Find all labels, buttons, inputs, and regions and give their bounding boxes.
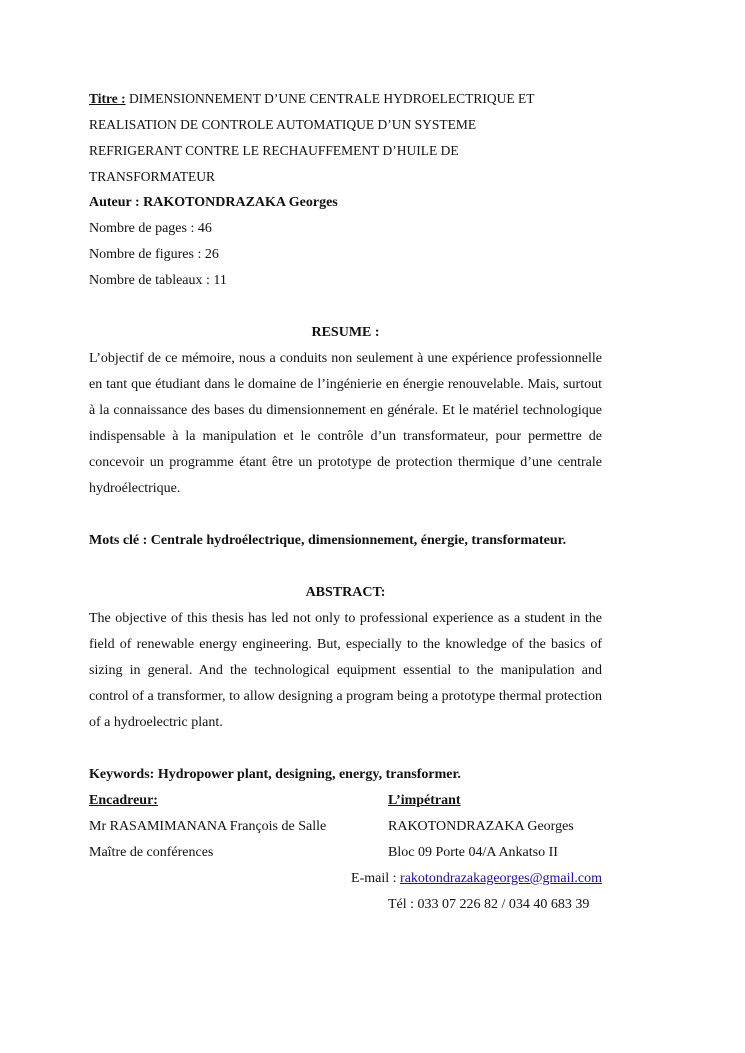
candidate-name: RAKOTONDRAZAKA Georges (388, 819, 574, 834)
author-line: Auteur : RAKOTONDRAZAKA Georges (89, 195, 338, 210)
empty-cell (89, 892, 388, 918)
candidate-email (351, 866, 602, 892)
title-line-4: TRANSFORMATEUR (89, 169, 216, 184)
title-line-2: REALISATION DE CONTROLE AUTOMATIQUE D’UN SYSTEME (89, 117, 477, 132)
figure-count: Nombre de figures : 26 (89, 247, 219, 262)
candidate-phone: Tél : 033 07 226 82 / 034 40 683 39 (388, 897, 590, 912)
english-keywords: Keywords: Hydropower plant, designing, energy, transformer. (89, 767, 461, 782)
candidate-address: Bloc 09 Porte 04/A Ankatso II (388, 845, 558, 860)
title-line-1 (89, 86, 602, 112)
title-line-3: REFRIGERANT CONTRE LE RECHAUFFEMENT D’HUILE DE (89, 143, 459, 158)
signature-details (89, 840, 602, 866)
email-label: E-mail : (351, 871, 401, 886)
supervisor-role: Maître de conférences (89, 845, 214, 860)
spacer (89, 502, 602, 528)
resume-paragraph: L’objectif de ce mémoire, nous a conduits non seulement à une expérience professionnelle en tant que étudiant dans le domaine de l’ingénierie en énergie renouvelable. Mais, surtout à la connaissance des bases du dimensionnement en générale. Et le matériel technologique indispensable à la manipulation et le contrôle d’un transformateur, pour permettre de concevoir un programme étant être un prototype de protection thermique d’une centrale hydroélectrique. (89, 351, 602, 496)
abstract-paragraph: The objective of this thesis has led not only to professional experience as a student in the field of renewable energy engineering. But, especially to the knowledge of the basics of sizing in general. And the technological equipment essential to the manipulation and control of a transformer, to allow designing a program being a prototype thermal protection of a hydroelectric plant. (89, 611, 602, 730)
supervisor-heading: Encadreur: (89, 793, 158, 808)
page-count: Nombre de pages : 46 (89, 221, 212, 236)
french-keywords: Mots clé : Centrale hydroélectrique, dimensionnement, énergie, transformateur. (89, 533, 567, 548)
email-link[interactable]: rakotondrazakageorges@gmail.com (400, 871, 602, 886)
signature-names (89, 814, 602, 840)
signature-email-row (89, 866, 602, 892)
abstract-heading: ABSTRACT: (305, 585, 386, 600)
table-count: Nombre de tableaux : 11 (89, 273, 227, 288)
supervisor-name: Mr RASAMIMANANA François de Salle (89, 819, 327, 834)
candidate-heading: L’impétrant (388, 793, 461, 808)
spacer (89, 736, 602, 762)
title-label: Titre : (89, 91, 126, 106)
spacer (89, 294, 602, 320)
signature-phone-row (89, 892, 602, 918)
document-content (89, 86, 602, 918)
empty-cell (89, 866, 351, 892)
title-text-1: DIMENSIONNEMENT D’UNE CENTRALE HYDROELECTRIQUE ET (129, 91, 535, 106)
spacer (89, 554, 602, 580)
signature-headings (89, 788, 602, 814)
resume-heading: RESUME : (311, 325, 380, 340)
